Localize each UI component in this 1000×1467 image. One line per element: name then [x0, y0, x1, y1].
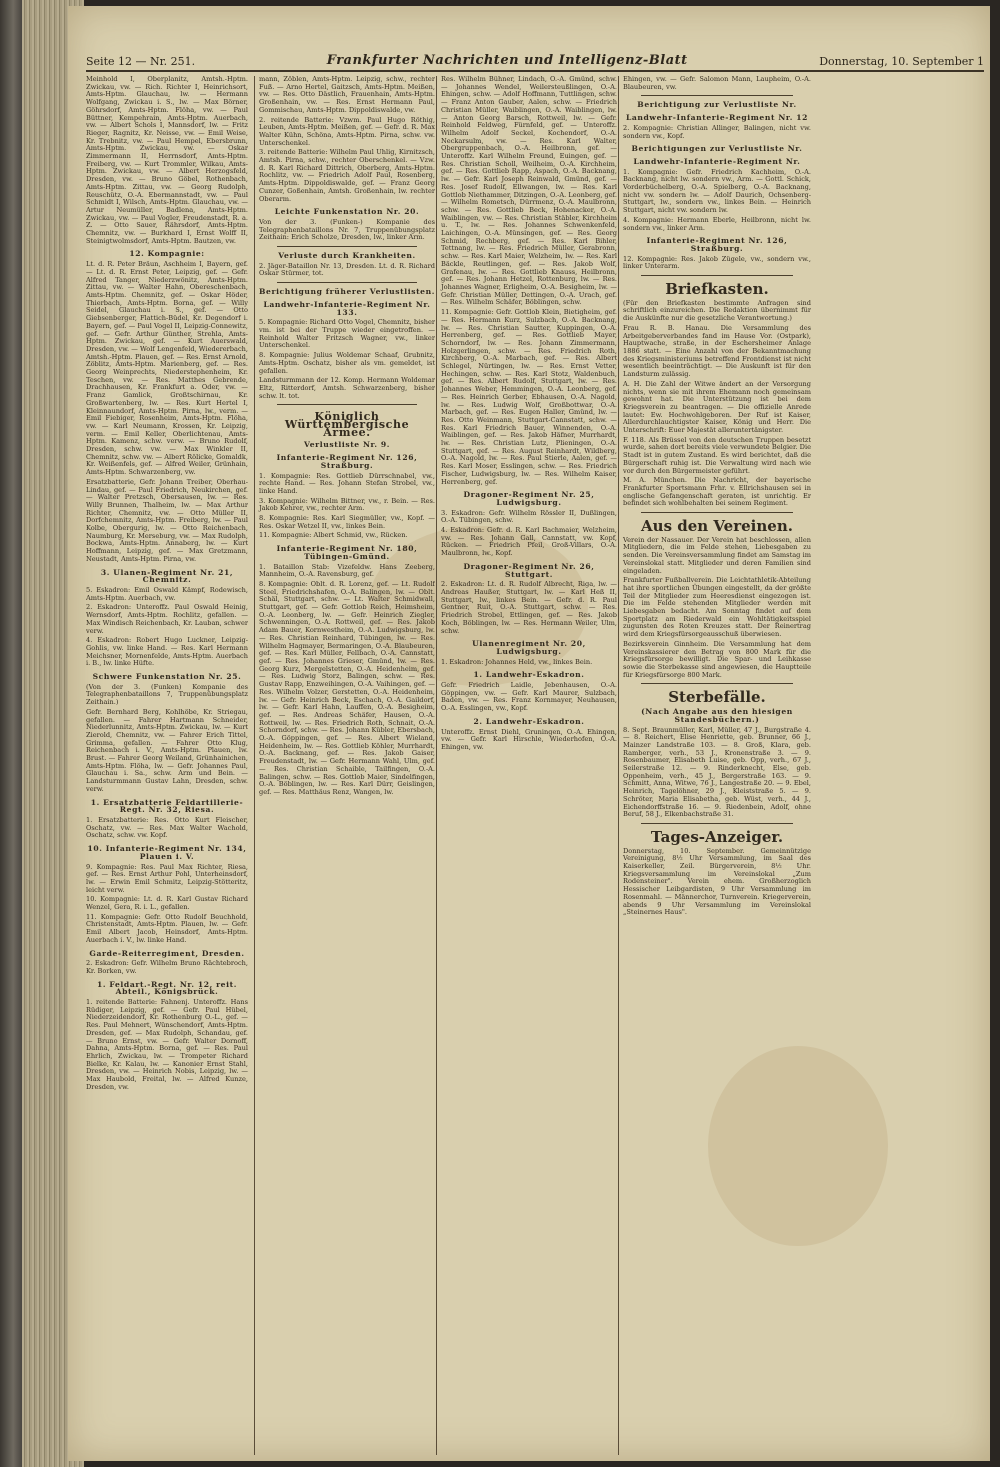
verein-notice: Bezirksverein Ginnheim. Die Versammlung hat dem Vereinskassierer den Betrag von 800 Mark für die Kriegsfürsorge bewilligt. Die Spar- und Leihkasse sowie die Sterbekasse sind angewiesen, die Hauptteile für Kriegsfürsorge 800 Mark.	[623, 639, 811, 679]
section-heading: Dragoner-Regiment Nr. 25, Ludwigsburg.	[463, 490, 595, 507]
section-heading: 1. Ersatzbatterie Feldartillerie-Regt. Nr. 32, Riesa.	[90, 797, 244, 815]
briefkasten-heading: Briefkasten.	[665, 280, 769, 299]
section-heading: Infanterie-Regiment Nr. 126, Straßburg.	[276, 453, 418, 470]
sterbefaelle-heading: Sterbefälle.	[668, 688, 766, 707]
divider	[641, 95, 793, 96]
section-heading: Leichte Funkenstation Nr. 20.	[274, 207, 420, 217]
casualty-entries: 1. Ersatzbatterie: Res. Otto Kurt Fleischer, Oschatz, vw. — Res. Max Walter Wachold, Oschatz, schw. vw. Kopf.	[86, 815, 248, 840]
section-subheading: Landwehr-Infanterie-Regiment Nr.	[633, 156, 801, 166]
casualty-entries: 12. Kompagnie: Res. Jakob Zügele, vw., sondern vw., linker Unterarm.	[623, 254, 811, 271]
casualty-entries: Ersatzbatterie, Gefr. Johann Treiber, Oberhau-Lindau, gef. — Paul Friedrich, Neukirchen, gef. — Walter Pretzsch, Obersausen, lw. — Res. Willy Brunnen, Thalheim, lw. — Max Arthur Richter, Chemnitz, vw. — Otto Müller II, Dorfchemnitz, Amts-Hptm. Freiberg, lw. — Paul Kolbe, Obergurig, lw. — Otto Reichenbach, Naumburg, Kr. Merseburg, vw. — Max Rudolph, Bockwa, Amts-Hptm. Annaberg, lw. — Kurt Hoffmann, Leipzig, gef. — Max Gretzmann, Neustadt, Amts-Hptm. Pirna, vw.	[86, 477, 248, 563]
section-heading: 3. Ulanen-Regiment Nr. 21, Chemnitz.	[100, 567, 234, 585]
verein-notice: Verein der Nassauer. Der Verein hat beschlossen, allen Mitgliedern, die im Felde stehen, Liebesgaben zu senden. Die Vereinsversammlung findet am Samstag im Vereinslokal statt. Mitglieder und deren Familien sind eingeladen.	[623, 535, 811, 575]
section-heading: Verlustliste Nr. 9.	[303, 440, 391, 450]
casualty-entries: 9. Kompagnie: Res. Paul Max Richter, Riesa, gef. — Res. Ernst Arthur Pohl, Unterheinsdorf, lw. — Erwin Emil Schmitz, Leipzig-Stötteritz, leicht verw.	[86, 862, 248, 894]
section-heading: Schwere Funkenstation Nr. 25.	[92, 672, 242, 682]
section-subheading: Landwehr-Infanterie-Regiment Nr. 12	[625, 113, 809, 123]
casualty-entries: 5. Kompagnie: Richard Otto Vogel, Chemnitz, bisher vm. ist bei der Truppe wieder eingetroffen. — Reinhold Walter Fritzsch Wagner, vw., linker Unterschenkel.	[259, 318, 435, 350]
casualty-entries: Gefr. Friedrich Laidle, Jebenhausen, O.-A. Göppingen, vw. — Gefr. Karl Maurer, Sulzbach, Baden, vw. — Res. Franz Kornmayer, Neuhausen, O.-A. Esslingen, vw., Kopf.	[441, 681, 617, 713]
daily-listings: Donnerstag, 10. September. Gemeinnützige Vereinigung, 8½ Uhr Versammlung, im Saal des Kaiserkeller, Zeil. Bürgerverein, 8½ Uhr. Kriegsversammlung im Vereinslokal „Zum Rodensteiner". Verein ehem. Großherzoglich Hessischer Leibgardisten, 9 Uhr Versammlung im Rosenmahl. — Männerchor, Turnverein. Kriegerverein, abends 9 Uhr Versammlung im Vereinslokal „Steinernes Haus".	[623, 846, 811, 917]
casualty-entries: mann, Zöblen, Amts-Hptm. Leipzig, schw., rechter Fuß. — Arno Hertel, Gaitzsch, Amts-Hptm. Meißen, vw. — Res. Otto Dästlich, Frauenhain, Amts-Hptm. Großenhain, vw. — Res. Ernst Hermann Paul, Gommischau, Amts-Hptm. Dippoldiswalde, vw.	[259, 76, 435, 114]
casualty-entries: 2. Eskadron: Gefr. Wilhelm Bruno Rächtebroch, Kr. Borken, vw.	[86, 959, 248, 975]
briefkasten-answer: Frau R. B. Hanau. Die Versammlung des Arbeitgeberverbandes fand im Hause Vor. (Ostpark), Hauptwache, straße, in der Eschersheimer Anlage 1886 statt. — Eine Anzahl von der Bekanntmachung des Kriegsministeriums betreffend Frontdienst ist nicht wesentlich beeinträchtigt. — Die Auskunft ist für den Landsturm zulässig.	[623, 323, 811, 379]
casualty-entries: 1. reitende Batterie: Fahnenj. Unteroffz. Hans Rüdiger, Leipzig, gef. — Gefr. Paul Hübel, Niederzeidendorf, Kr. Rothenburg O.-L., gef. — Res. Paul Mehnert, Wünschendorf, Amts-Hptm. Dresden, gef. — Max Rudolph, Schandau, gef. — Bruno Ernst, vw. — Gefr. Walter Dornoff, Dahna, Amts-Hptm. Borna, gef. — Res. Paul Ehrlich, Zwickau, lw. — Trompeter Richard Bielke, Kr. Kalau, lw. — Kanonier Ernst Stahl, Dresden, vw. — Heinrich Nobis, Leipzig, lw. — Max Haubold, Freital, lw. — Alfred Kunze, Dresden, vw.	[86, 998, 248, 1091]
casualty-entries: 8. Kompagnie: Res. Karl Siegmüller, vw., Kopf. — Res. Oskar Wetzel II, vw., linkes Bein.	[259, 514, 435, 530]
casualty-entries: 11. Kompagnie: Gefr. Otto Rudolf Beuchhold, Christenstadt, Amts-Hptm. Plauen, lw. — Gefr. Emil Albert Jacob, Heinsdorf, Amts-Hptm. Auerbach i. V., lw. linke Hand.	[86, 912, 248, 944]
casualty-entries: 1. Eskadron: Johannes Held, vw., linkes Bein.	[441, 657, 593, 666]
casualty-entries: 4. Eskadron: Gefr. d. R. Karl Bachmaier, Welzheim, vw. — Res. Johann Gall, Cannstatt, vw. Kopf, Rücken. — Friedrich Pfeil, Groß-Villars, O.-A. Maulbronn, lw., Kopf.	[441, 526, 617, 558]
casualty-entries: 4. Eskadron: Robert Hugo Luckner, Leipzig-Gohlis, vw. linke Hand. — Res. Karl Hermann Meichsner, Mornenfelde, Amts-Hptm. Auerbach i. B., lw. linke Hüfte.	[86, 636, 248, 668]
casualty-entries: 11. Kompagnie: Gefr. Gottlob Klein, Bietigheim, gef. — Res. Hermann Kurz, Sulzbach, O.-A. Backnang, lw. — Res. Christian Sautter, Kuppingen, O.-A. Herrenberg, gef. — Res. Gottlieb Mayer, Schorndorf, lw. — Res. Johann Zimmermann, Holzgerlingen, schw. — Res. Friedrich Roth, Kirchberg, O.-A. Marbach, gef. — Res. Albert Schlegel, Nürtingen, lw. — Res. Ernst Vetter, Hechingen, schw. — Res. Karl Stotz, Waldenbuch, gef. — Res. Albert Rudolf, Stuttgart, lw. — Res. Johannes Weber, Hemmingen, O.-A. Leonberg, gef. — Res. Heinrich Gerber, Ebhausen, O.-A. Nagold, lw. — Res. Ludwig Wolf, Großbottwar, O.-A. Marbach, gef. — Res. Eugen Haller, Gmünd, lw. — Res. Otto Weinmann, Stuttgart-Cannstatt, schw. — Res. Karl Friedrich Bauer, Winnenden, O.-A. Waiblingen, gef. — Res. Jakob Häfner, Murrhardt, lw. — Res. Christian Lutz, Plieningen, O.-A. Stuttgart, gef. — Res. August Reinhardt, Wildberg, O.-A. Nagold, lw. — Res. Paul Stierle, Aalen, gef. — Res. Karl Moser, Esslingen, schw. — Res. Friedrich Fischer, Ludwigsburg, lw. — Res. Wilhelm Kaiser, Herrenberg, gef.	[441, 308, 617, 486]
column-3	[436, 76, 617, 1455]
tages-anzeiger-heading: Tages-Anzeiger.	[650, 827, 784, 846]
casualty-entries: Meinhold I, Oberplanitz, Amtsh.-Hptm. Zwickau, vw. — Rich. Richter I, Heinrichsort, Amts-Hptm. Glauchau, lw. — Hermann Wolfgang, Zwickau i. S., lw. — Max Börner, Göhrsdorf, Amts-Hptm. Flöha, vw. — Paul Büttner, Kempehrain, Amts-Hptm. Auerbach, vw. — Albert Schols I, Mannsdorf, lw. — Fritz Rieger, Ragnitz, Kr. Neisse, vw. — Emil Weise, Kr. Trebnitz, vw. — Paul Hempel, Ebersbrunn, Amts-Hptm. Zwickau, vw. — Oskar Zimmermann II, Herrnsdorf, Amts-Hptm. Freiberg, vw. — Kurt Trommler, Wilkau, Amts-Hptm. Zwickau, vw. — Albert Herzogsfeld, Dresden, vw. — Bruno Göbel, Rothenbach, Amts-Hptm. Zittau, vw. — Georg Rudolph, Reuschütz, O.-A. Ebermannstadt, vw. — Paul Schmidt I, Wilsch, Amts-Hptm. Glauchau, vw. — Artur Neumüller, Badlena, Amts-Hptm. Zwickau, vw. — Paul Vogler, Freudenstadt, R. a. Z. — Otto Sauer, Rährsdorf, Amts-Hptm. Chemnitz, vw. — Burkhard I, Ernst Wolff II, Steinigtwolmsdorf, Amts-Hptm. Bautzen, vw.	[86, 76, 248, 245]
briefkasten-answer: F. 118. Als Brüssel von den deutschen Truppen besetzt wurde, sahen dort bereits viele verwundete Belgier. Die Stadt ist in gutem Zustand. Es wird berichtet, daß die Bürgerschaft ruhig ist. Die Verwaltung wird nach wie vor durch den Bürgermeister geführt.	[623, 435, 811, 475]
divider	[641, 512, 793, 513]
section-heading-large: Königlich Württembergische Armee.	[284, 410, 410, 439]
casualty-entries: Von der 3. (Funken-) Kompanie des Telegraphenbataillons Nr. 7, Truppenübungsplatz Zeithain: Erich Scholze, Dresden, lw., linker Arm.	[259, 217, 435, 242]
section-heading: Ulanenregiment Nr. 20, Ludwigsburg.	[472, 639, 586, 656]
column-1	[86, 76, 248, 1455]
vereine-heading: Aus den Vereinen.	[641, 517, 793, 536]
divider	[641, 823, 793, 824]
casualty-entries: Res. Wilhelm Bühner, Lindach, O.-A. Gmünd, schw. — Johannes Wendel, Weilersteußlingen, O.-A. Ehingen, schw. — Adolf Hoffmann, Tuttlingen, schw. — Franz Anton Gauber, Aalen, schw. — Friedrich Christian Müller, Waiblingen, O.-A. Waiblingen, lw. — Anton Georg Barsch, Rottweil, lw. — Gefr. Reinhold Feldweg, Fürnfeld, gef. — Unteroffz. Wilhelm Adolf Seckel, Kochendorf, O.-A. Neckarsulm, vw. — Res. Karl Walter, Obergruppenbach, O.-A. Heilbronn, gef. — Unteroffz. Karl Wilhelm Freund, Euingen, gef. — Res. Christian Scholl, Weilheim, O.-A. Kirchheim, gef. — Res. Gottlieb Rapp, Aspach, O.-A. Backnang, lw. — Gefr. Karl Joseph Reinwald, Gmünd, gef. — Res. Josef Rudolf, Ellwangen, lw. — Res. Karl Gottlob Niethammer, Ditzingen, O.-A. Leonberg, gef. — Wilhelm Rometsch, Dürrmenz, O.-A. Maulbronn, schw. — Res. Gottlieb Beck, Hohenacker, O.-A. Waiblingen, vw. — Res. Christian Stäbler, Kirchheim u. T., lw. — Res. Johannes Schwenkenfeld, Laichingen, O.-A. Münsingen, gef. — Res. Georg Schmid, Rechberg, gef. — Res. Karl Bihler, Tettnang, lw. — Res. Friedrich Müller, Gerabronn, schw. — Res. Karl Maier, Welzheim, lw. — Res. Karl Bäckle, Reutlingen, gef. — Res. Jakob Wolf, Grafenau, lw. — Res. Gottlieb Knauss, Heilbronn, gef. — Res. Johann Hetzel, Rottenburg, lw. — Res. Johannes Wagner, Erligheim, O.-A. Besigheim, lw. — Gefr. Christian Müller, Dettingen, O.-A. Urach, gef. — Res. Wilhelm Schäfer, Böblingen, schw.	[441, 76, 617, 307]
section-subheading: Landwehr-Infanterie-Regiment Nr. 133.	[263, 299, 431, 317]
casualty-entries: 5. Eskadron: Emil Oswald Kämpf, Rodewisch, Amts-Hptm. Auerbach, vw.	[86, 586, 248, 602]
casualty-entries: 4. Kompagnie: Hermann Eberle, Heilbronn, nicht lw. sondern vw., linker Arm.	[623, 215, 811, 232]
casualty-entries: 3. Eskadron: Gefr. Wilhelm Rössler II, Dußlingen, O.-A. Tübingen, schw.	[441, 508, 617, 525]
newspaper-page	[68, 6, 990, 1461]
casualty-entries: 3. Kompagnie: Wilhelm Bittner, vw., r. Bein. — Res. Jakob Kehrer, vw., rechter Arm.	[259, 496, 435, 513]
section-heading: Berichtigung früherer Verlustlisten.	[259, 287, 435, 297]
casualty-entries: 10. Kompagnie: Lt. d. R. Karl Gustav Richard Wenzel, Gera, R. i. L., gefallen.	[86, 895, 248, 912]
section-heading: 1. Feldart.-Regt. Nr. 12, reit. Abteil., Königsbrück.	[97, 979, 237, 997]
casualty-entries: 3. reitende Batterie: Wilhelm Paul Uhlig, Kirnitzsch, Amtsh. Pirna, schw., rechter Oberschenkel. — Vzw. d. R. Karl Richard Dittrich, Oberberg, Amts-Hptm. Rochlitz, vw. — Friedrich Adolf Paul, Rosenberg, Amts-Hptm. Dippoldiswalde, gef. — Franz Georg Cunzer, Goßenhain, Amtsh. Großenhain, lw. rechter Oberarm.	[259, 148, 435, 203]
briefkasten-answer: M. A. München. Die Nachricht, der bayerische Frankfurter Sportsmann Frhr. v. Ellrichshausen sei in englische Gefangenschaft geraten, ist unrichtig. Er befindet sich wohlbehalten bei seinem Regiment.	[623, 476, 811, 508]
section-heading: Infanterie-Regiment Nr. 180, Tübingen-Gmünd.	[276, 544, 418, 561]
issue-date: Donnerstag, 10. September 1	[819, 55, 984, 68]
casualty-entries: 1. Bataillon Stab: Vizefeldw. Hans Zeeberg, Mannheim, O.-A. Ravensburg, gef.	[259, 562, 435, 579]
page-number: Seite 12 — Nr. 251.	[86, 55, 196, 68]
section-heading: 1. Landwehr-Eskadron.	[473, 670, 585, 680]
divider	[277, 246, 417, 247]
section-subheading: (Nach Angabe aus den hiesigen Standesbüchern.)	[641, 707, 793, 724]
briefkasten-answer: A. H. Die Zahl der Witwe ändert an der Versorgung nichts, wenn sie mit ihrem Ehemann noch gemeinsam gewohnt hat. Die Unterstützung ist bei dem Kriegsverein zu beantragen. — Die offizielle Anrede lautet: Ew. Hochwohlgeboren. Der Ruf ist Kaiser, Allerdurchlauchtigster Kaiser, König und Herr. Die Unterschrift: Euer Majestät alleruntertänigster.	[623, 379, 811, 435]
section-heading: Garde-Reiterregiment, Dresden.	[89, 948, 245, 958]
section-subheading: Infanterie-Regiment Nr. 126, Straßburg.	[646, 236, 788, 253]
section-heading: 12. Kompagnie:	[129, 249, 205, 259]
casualty-entries: Ehingen, vw. — Gefr. Salomon Mann, Laupheim, O.-A. Blaubeuren, vw.	[623, 76, 811, 91]
divider	[277, 404, 417, 405]
casualty-entries: 8. Kompagnie: Julius Woldemar Schaaf, Grubnitz, Amts-Hptm. Oschatz, bisher als vm. gemeldet, ist gefallen.	[259, 351, 435, 375]
masthead: Frankfurter Nachrichten und Intelligenz-Blatt	[326, 53, 688, 68]
section-heading: Verluste durch Krankheiten.	[278, 251, 416, 261]
section-heading: 10. Infanterie-Regiment Nr. 134, Plauen i. V.	[87, 844, 247, 861]
casualty-entries: Unteroffz. Ernst Diehl, Gruningen, O.-A. Ehingen, vw. — Gefr. Karl Hirschle, Wiederhofen, O.-A. Ehingen, vw.	[441, 727, 617, 751]
section-heading: 2. Landwehr-Eskadron.	[473, 716, 585, 726]
section-heading: Berichtigung zur Verlustliste Nr.	[637, 100, 797, 110]
casualty-entries: 8. Kompagnie: Oblt. d. R. Lorenz, gef. — Lt. Rudolf Steel, Friedrichshafen, O.-A. Balingen, lw. — Oblt. Schäl, Stuttgart, schw. — Lt. Walter Schmidwall, Stuttgart, gef. — Gefr. Gottlob Reich, Heimsheim, O.-A. Leonberg, lw. — Gefr. Heinrich Ziegler, Schwenningen, O.-A. Rottweil, gef. — Res. Jakob Adam Bauer, Kornwestheim, O.-A. Ludwigsburg, lw. — Res. Christian Reinhard, Tübingen, lw. — Res. Wilhelm Hagmayer, Bermaringen, O.-A. Blaubeuren, gef. — Res. Karl Müller, Fellbach, O.-A. Cannstatt, gef. — Res. Johannes Grieser, Gmünd, lw. — Res. Georg Kurz, Mergelstetten, O.-A. Heidenheim, gef. — Res. Ludwig Storz, Balingen, schw. — Res. Gustav Rapp, Enzweihingen, O.-A. Vaihingen, gef. — Res. Wilhelm Volzer, Gerstetten, O.-A. Heidenheim, lw. — Gefr. Heinrich Beck, Eschach, O.-A. Gaildorf, lw. — Gefr. Karl Hahn, Lauffen, O.-A. Besigheim, gef. — Res. Andreas Schäfer, Hausen, O.-A. Rottweil, lw. — Res. Friedrich Roth, Schnait, O.-A. Schorndorf, schw. — Res. Johann Kübler, Ebersbach, O.-A. Göppingen, gef. — Res. Albert Wieland, Heidenheim, lw. — Res. Gottlieb Köhler, Murrhardt, O.-A. Backnang, gef. — Res. Jakob Gaiser, Freudenstadt, lw. — Gefr. Hermann Wahl, Ulm, gef. — Res. Christian Schaible, Tailfingen, O.-A. Balingen, schw. — Res. Gottlob Maier, Sindelfingen, O.-A. Böblingen, lw. — Res. Karl Dürr, Geislingen, gef. — Res. Matthäus Renz, Wangen, lw.	[259, 579, 435, 796]
divider	[641, 683, 793, 684]
verein-notice: Frankfurter Fußballverein. Die Leichtathletik-Abteilung hat ihre sportlichen Übungen eingestellt, da der größte Teil der Mitglieder zum Heeresdienst eingezogen ist. Die im Felde stehenden Mitglieder werden mit Liebesgaben bedacht. Am Sonntag findet auf dem Sportplatz am Riederwald ein Wohltätigkeitsspiel zugunsten des Roten Kreuzes statt. Der Reinertrag wird dem Kriegsfürsorgeausschuß überwiesen.	[623, 576, 811, 639]
casualty-entries: 11. Kompagnie: Albert Schmid, vw., Rücken.	[259, 531, 408, 540]
casualty-entries: Landsturmmann der 12. Komp. Hermann Woldemar Eltz, Ritterdorf, Amtsh. Schwarzenberg, bisher schw. lt. tot.	[259, 376, 435, 400]
casualty-entries: (Von der 3. (Funken) Kompanie des Telegraphenbataillons 7, Truppenübungsplatz Zeithain.)	[86, 682, 248, 707]
page-header	[86, 46, 984, 72]
section-heading: Berichtigungen zur Verlustliste Nr.	[631, 144, 803, 154]
casualty-entries: 2. Eskadron: Unteroffz. Paul Oswald Heinig, Wernsdorf, Amts-Hptm. Rochlitz, gefallen. — Max Windisch Reichenbach, Kr. Lauban, schwer verw.	[86, 603, 248, 635]
casualty-entries: 2. reitende Batterie: Vzwm. Paul Hugo Röthig, Leuben, Amts-Hptm. Meißen, gef. — Gefr. d. R. Max Walter Kühn, Schöna, Amts-Hptm. Pirna, schw. vw. Unterschenkel.	[259, 115, 435, 147]
casualty-entries: 2. Kompagnie: Christian Allinger, Balingen, nicht vw. sondern vw., Kopf.	[623, 123, 811, 140]
casualty-entries: 2. Eskadron: Lt. d. R. Rudolf Albrecht, Riga, lw. — Andreas Haußer, Stuttgart, lw. — Karl Heß II, Stuttgart, lw., linkes Bein. — Gefr. d. R. Paul Gentner, Ruit, O.-A. Stuttgart, schw. — Res. Friedrich Strobel, Ettlingen, gef. — Res. Jakob Koch, Böblingen, lw. — Res. Hermann Weiler, Ulm, schw.	[441, 580, 617, 635]
casualty-entries: 1. Kompagnie: Res. Gottlieb Dürrschnabel, vw., rechte Hand. — Res. Johann Stefan Strobel, vw., linke Hand.	[259, 471, 435, 495]
casualty-entries: Lt. d. R. Peter Bräun, Aschheim I, Bayern, gef. — Lt. d. R. Ernst Peter, Leipzig, gef. — Gefr. Alfred Tanger, Niederzwönitz, Amts-Hptm. Zittau, vw. — Walter Hahn, Obereschenbach, Amts-Hptm. Chemnitz, gef. — Oskar Höder, Thierbach, Amts-Hptm. Borna, gef. — Willy Seidel, Glauchau i. S., gef. — Otto Giebsenberger, Flattich-Büdel, Kr. Degendorf i. Bayern, gef. — Paul Vogel II, Leipzig-Connewitz, gef. — Gefr. Arthur Günther, Strehla, Amts-Hptm. Zwickau, gef. — Kurt Auerswald, Dresden, vw. — Wolf Lengenfeld, Wiedererbach, Amtsh.-Hptm. Plauen, gef. — Res. Ernst Arnold, Zöblitz, Amts-Hptm. Marienberg, gef. — Res. Georg Weinprechts, Niederstephenheim, Kr. Teschen, vw. — Res. Matthes Gebrende, Drachhausen, Kr. Frankfurt a. Oder, vw. — Franz Gamlick, Großtschirnau, Kr. Großwartenberg, lw. — Res. Kurt Hertel I, Kleinnaundorf, Amts-Hptm. Pirna, lw., verm. — Emil Fiebiger, Rosenheim, Amts-Hptm. Flöha, vw. — Karl Neumann, Krossen, Kr. Leipzig, verm. — Emil Keller, Oberlichtenau, Amts-Hptm. Kamenz, schw. verw. — Bruno Rudolf, Dresden, schw. vw. — Max Winkler II, Chemnitz, schw. vw. — Albert Rölicke, Gomaldk, Kr. Weißenfels, gef. — Alfred Weiler, Grünhain, Amts-Hptm. Schwarzenberg, vw.	[86, 260, 248, 477]
column-4	[618, 76, 811, 1455]
casualty-entries: Gefr. Bernhard Berg, Kohlhöbe, Kr. Striegau, gefallen. — Fahrer Hartmann Schneider, Niederlunnitz, Amts-Hptm. Zwickau, lw. — Kurt Zierold, Chemnitz, vw. — Fahrer Erich Tittel, Grimma, gefallen. — Fahrer Otto Klug, Reichenbach i. V., Amts-Hptm. Plauen, lw. Brust. — Fahrer Georg Weiland, Grünhainichen, Amts-Hptm. Flöha, lw. — Gefr. Johannes Paul, Glauchau i. Sa., schw. Arm und Bein. — Landsturmmann Gustav Lahn, Dresden, schw. verw.	[86, 707, 248, 793]
casualty-entries: 2. Jäger-Bataillon Nr. 13, Dresden. Lt. d. R. Richard Oskar Stürmer, tot.	[259, 261, 435, 278]
divider	[277, 282, 417, 283]
section-heading: Dragoner-Regiment Nr. 26, Stuttgart.	[463, 561, 595, 579]
divider	[641, 275, 793, 276]
death-notices: 8. Sept. Braunmüller, Karl, Müller, 47 J., Burgstraße 4. — 8. Reichert, Elise Henriette, geb. Brunner, 66 J., Mainzer Landstraße 103. — 8. Groß, Klara, geb. Ramberger, verh., 53 J., Kronenstraße 3. — 9. Rosenbaumer, Elisabeth Luise, geb. Opp, verh., 67 J., Seilerstraße 12. — 9. Rinderknecht, Else, geb. Oppenheim, verh., 45 J., Bergerstraße 163. — 9. Schmitt, Anna, Witwe, 76 J., Langestraße 20. — 9. Ebel, Heinrich, Tagelöhner, 29 J., Kleiststraße 5. — 9. Schröter, Maria Elisabetha, geb. Wüst, verh., 44 J., Eichendorffstraße 16. — 9. Riedenbein, Adolf, ohne Beruf, 58 J., Elkenbachstraße 31.	[623, 725, 811, 819]
casualty-entries: 1. Kompagnie: Gefr. Friedrich Kachheim, O.-A. Backnang, nicht lw. sondern vw., Arm. — Gottl. Schick, Vorderbüchelberg, O.-A. Spielberg, O.-A. Backnang, nicht vw. sondern lw. — Adolf Daurich, Ochsenberg-Stuttgart, lw., sondern vw., linkes Bein. — Heinrich Stuttgart, nicht vw. sondern lw.	[623, 167, 811, 215]
binding-edge	[0, 0, 22, 1467]
briefkasten-note: (Für den Briefkasten bestimmte Anfragen sind schriftlich einzureichen. Die Redaktion übernimmt für die Auskünfte nur die gesetzliche Verantwortung.)	[623, 298, 811, 323]
column-2	[254, 76, 435, 1455]
